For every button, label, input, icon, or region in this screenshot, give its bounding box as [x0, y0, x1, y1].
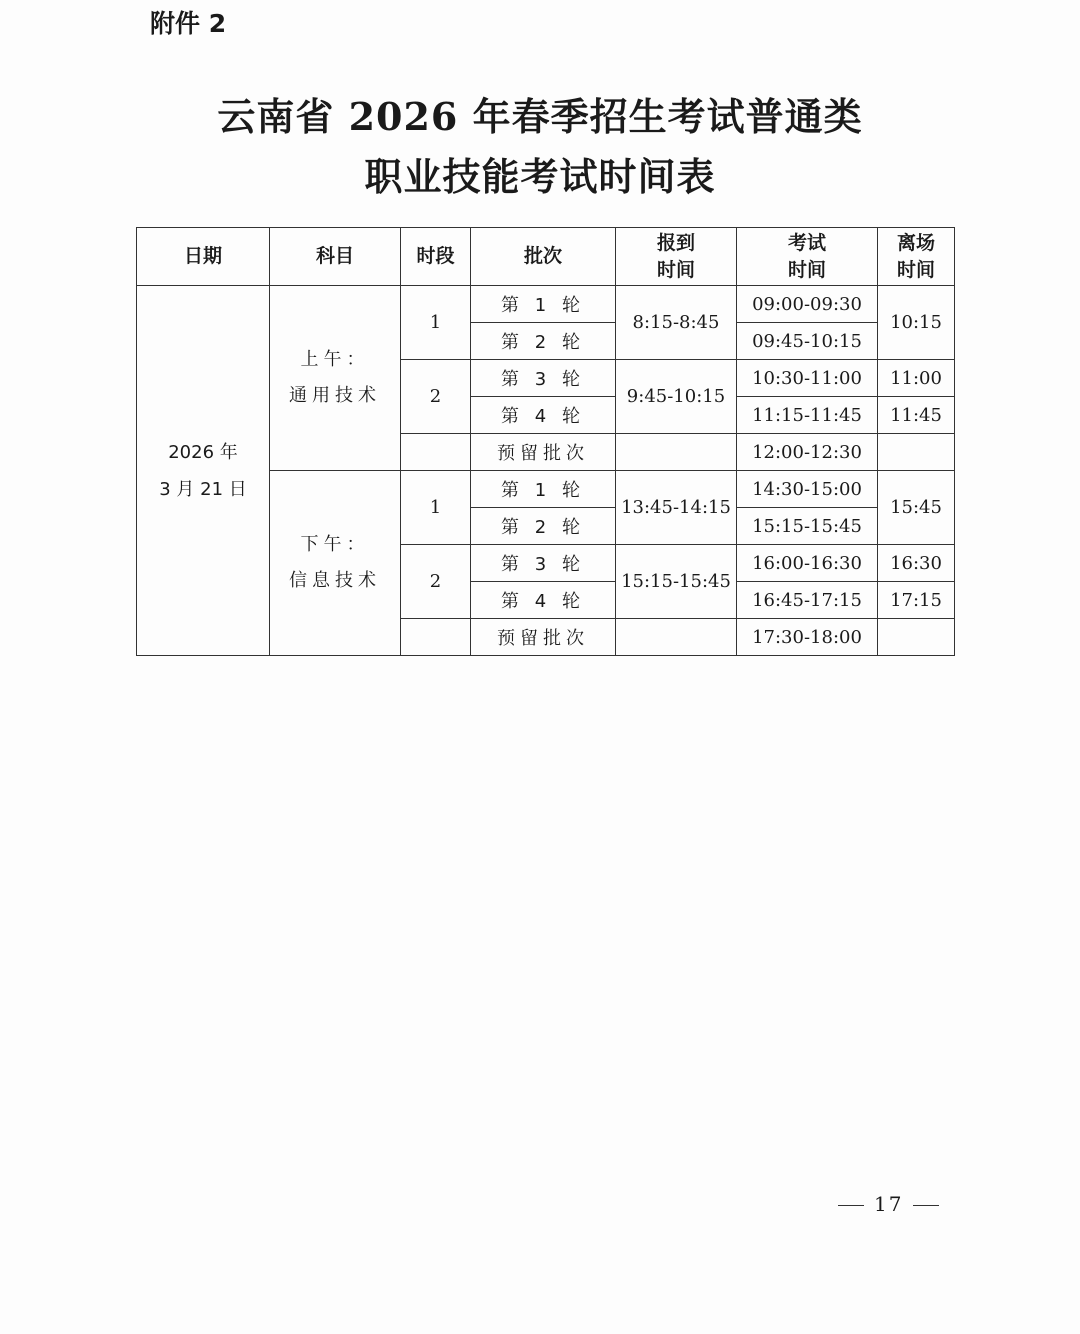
period-cell: 1: [401, 286, 471, 360]
table-row: [137, 286, 955, 323]
period-cell-empty: [401, 619, 471, 656]
page-number-dash-right: [913, 1205, 939, 1206]
leave-time-cell: 17:15: [878, 582, 955, 619]
exam-time-cell: 15:15-15:45: [737, 508, 878, 545]
attachment-label: 附件 2: [150, 9, 227, 38]
checkin-time-cell: 9:45-10:15: [616, 360, 737, 434]
leave-time-cell: 11:00: [878, 360, 955, 397]
table-header-row: [137, 228, 955, 286]
batch-cell: 第 1 轮: [471, 471, 616, 508]
batch-cell: 第 1 轮: [471, 286, 616, 323]
batch-cell: 第 4 轮: [471, 397, 616, 434]
batch-cell-reserved: 预留批次: [471, 434, 616, 471]
header-period: 时段: [401, 228, 471, 286]
page-title-line1: 云南省 2026 年春季招生考试普通类: [217, 94, 863, 139]
header-exam-time: 考试 时间: [737, 228, 878, 286]
period-cell: 1: [401, 471, 471, 545]
page-number-dash-left: [838, 1205, 864, 1206]
header-batch: 批次: [471, 228, 616, 286]
batch-cell-reserved: 预留批次: [471, 619, 616, 656]
exam-time-cell: 16:45-17:15: [737, 582, 878, 619]
exam-time-cell: 16:00-16:30: [737, 545, 878, 582]
header-date: 日期: [137, 228, 270, 286]
exam-time-cell: 17:30-18:00: [737, 619, 878, 656]
page-title-line2: 职业技能考试时间表: [364, 154, 716, 199]
exam-time-cell: 14:30-15:00: [737, 471, 878, 508]
batch-cell: 第 2 轮: [471, 323, 616, 360]
period-cell: 2: [401, 545, 471, 619]
leave-time-cell: 11:45: [878, 397, 955, 434]
checkin-time-cell: 13:45-14:15: [616, 471, 737, 545]
subject-morning-cell: 上午： 通用技术: [270, 286, 401, 471]
subject-afternoon-cell: 下午： 信息技术: [270, 471, 401, 656]
leave-time-cell: 16:30: [878, 545, 955, 582]
leave-time-cell-empty: [878, 434, 955, 471]
header-subject: 科目: [270, 228, 401, 286]
leave-time-cell-empty: [878, 619, 955, 656]
checkin-time-cell: 8:15-8:45: [616, 286, 737, 360]
exam-time-cell: 12:00-12:30: [737, 434, 878, 471]
checkin-time-cell: 15:15-15:45: [616, 545, 737, 619]
batch-cell: 第 3 轮: [471, 545, 616, 582]
header-checkin-time: 报到 时间: [616, 228, 737, 286]
exam-date-cell: 2026 年 3 月 21 日: [137, 286, 270, 656]
exam-time-cell: 11:15-11:45: [737, 397, 878, 434]
leave-time-cell: 15:45: [878, 471, 955, 545]
checkin-time-cell-empty: [616, 434, 737, 471]
exam-time-cell: 09:00-09:30: [737, 286, 878, 323]
header-leave-time: 离场 时间: [878, 228, 955, 286]
period-cell: 2: [401, 360, 471, 434]
exam-schedule-table: [136, 227, 955, 656]
period-cell-empty: [401, 434, 471, 471]
exam-time-cell: 09:45-10:15: [737, 323, 878, 360]
checkin-time-cell-empty: [616, 619, 737, 656]
leave-time-cell: 10:15: [878, 286, 955, 360]
exam-time-cell: 10:30-11:00: [737, 360, 878, 397]
batch-cell: 第 4 轮: [471, 582, 616, 619]
page-number: 17: [828, 1192, 949, 1216]
batch-cell: 第 2 轮: [471, 508, 616, 545]
batch-cell: 第 3 轮: [471, 360, 616, 397]
